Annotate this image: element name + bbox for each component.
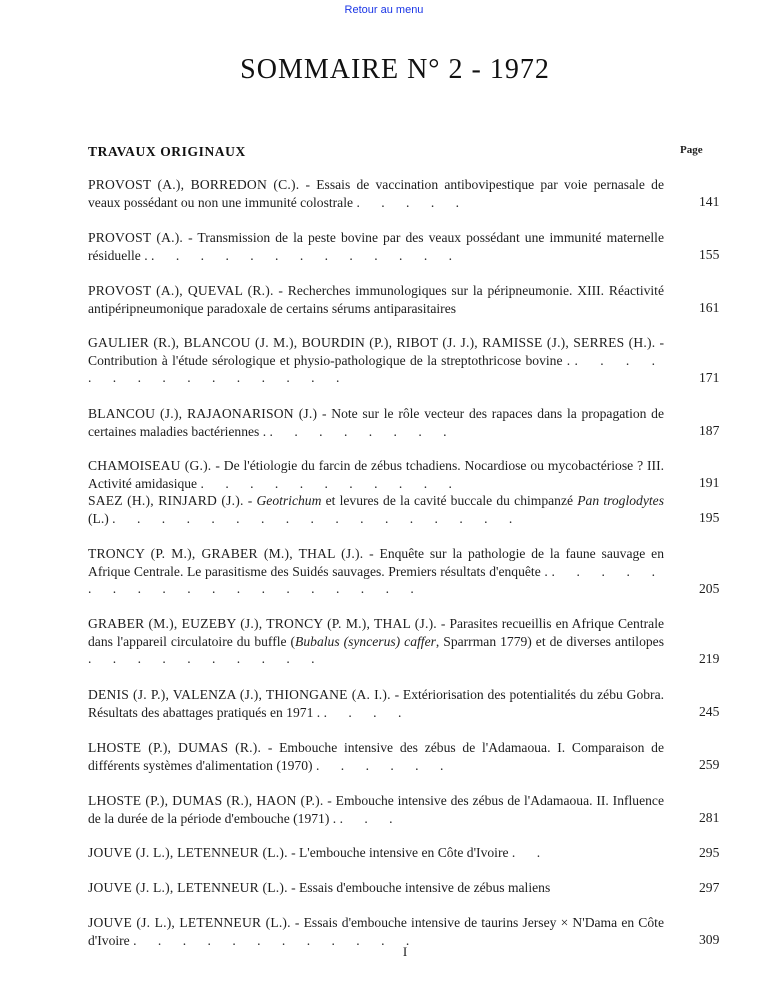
entry-title-italic: Pan troglodytes bbox=[577, 493, 664, 508]
entry-page-number: 155 bbox=[699, 247, 720, 262]
toc-entry bbox=[88, 686, 720, 721]
leader-dots: . . . . . . . . . . bbox=[88, 651, 324, 666]
entry-title-italic: Geotrichum bbox=[256, 493, 322, 508]
leader-dots: . . . . . . . . . . . . . . . . . . . bbox=[88, 563, 664, 596]
leader-dots: . . . . . bbox=[356, 194, 469, 210]
entry-page-number: 245 bbox=[699, 704, 720, 719]
entry-authors: LHOSTE (P.), DUMAS (R.). bbox=[88, 740, 262, 755]
entry-title: - Essais de vaccination antibovipestique par voie pernasale de veaux possédant ou non une immunité colostrale bbox=[88, 177, 664, 210]
entry-title: - L'embouche intensive en Côte d'Ivoire bbox=[291, 845, 509, 860]
entry-authors: JOUVE (J. L.), LETENNEUR (L.). bbox=[88, 880, 288, 895]
entry-page-number: 219 bbox=[699, 651, 720, 666]
entry-title: - Essais d'embouche intensive de zébus maliens bbox=[291, 880, 551, 895]
toc-entry bbox=[88, 792, 720, 827]
entry-authors: GRABER (M.), EUZEBY (J.), TRONCY (P. M.), THAL (J.). bbox=[88, 616, 437, 631]
entry-title: - Enquête sur la pathologie de la faune sauvage en Afrique Centrale. Le parasitisme des Suidés sauvages. Premiers résultats d'enquête . bbox=[88, 546, 664, 579]
page-title: SOMMAIRE N° 2 - 1972 bbox=[240, 54, 550, 85]
entry-title: - Embouche intensive des zébus de l'Adamaoua. II. Influence de la durée de la période d'embouche (1971) . bbox=[88, 793, 665, 826]
entry-page-number: 141 bbox=[699, 194, 720, 209]
entry-page-number: 187 bbox=[699, 423, 720, 438]
entry-title: - Essais d'embouche intensive de taurins Jersey × N'Dama en Côte d'Ivoire bbox=[88, 915, 664, 948]
toc-entry bbox=[88, 615, 720, 668]
leader-dots: . . . . . . bbox=[315, 757, 453, 773]
entry-title-part: (L.) bbox=[88, 510, 109, 526]
entry-authors: JOUVE (J. L.), LETENNEUR (L.). bbox=[88, 915, 291, 930]
entry-authors: PROVOST (A.). bbox=[88, 230, 184, 245]
entry-authors: DENIS (J. P.), VALENZA (J.), THIONGANE (A. I.). bbox=[88, 687, 391, 702]
entry-title-part: , Sparrman 1779) et de diverses antilopes bbox=[435, 633, 664, 649]
toc-entry bbox=[88, 176, 720, 211]
toc-entry bbox=[88, 492, 720, 527]
section-heading: TRAVAUX ORIGINAUX bbox=[88, 144, 246, 159]
entry-authors: CHAMOISEAU (G.). bbox=[88, 458, 212, 473]
toc-entry bbox=[88, 879, 720, 897]
entry-title: - Note sur le rôle vecteur des rapaces dans la propagation de certaines maladies bactériennes . bbox=[88, 406, 665, 439]
leader-dots: . . . . . . . . bbox=[269, 423, 456, 439]
entry-page-number: 161 bbox=[699, 300, 720, 315]
leader-dots: . . . . . . . . . . . . . . . bbox=[88, 352, 664, 385]
entry-authors: SAEZ (H.), RINJARD (J.). bbox=[88, 493, 244, 508]
entry-authors: GAULIER (R.), BLANCOU (J. M.), BOURDIN (P.), RIBOT (J. J.), RAMISSE (J.), SERRES (H.). bbox=[88, 335, 656, 350]
entry-title: - Embouche intensive des zébus de l'Adamaoua. I. Comparaison de différents systèmes d'alimentation (1970) bbox=[88, 740, 664, 773]
entry-title: - Extériorisation des potentialités du zébu Gobra. Résultats des abattages pratiqués en 1971 . bbox=[88, 687, 664, 720]
leader-dots: . . bbox=[511, 845, 550, 860]
leader-dots: . . . . . . . . . . . bbox=[200, 475, 461, 491]
entry-authors: LHOSTE (P.), DUMAS (R.), HAON (P.). bbox=[88, 793, 324, 808]
entry-title-part: - Parasites recueillis en Afrique Centrale dans l'appareil circulatoire du buffle ( bbox=[88, 616, 665, 649]
footer-page-number: I bbox=[402, 944, 408, 959]
toc-entry bbox=[88, 844, 720, 862]
toc-entry bbox=[88, 545, 720, 598]
entry-title: - De l'étiologie du farcin de zébus tchadiens. Nocardiose ou mycobactériose ? III. Activité amidasique bbox=[88, 458, 664, 491]
entry-title: - Contribution à l'étude sérologique et physio-pathologique de la streptothricose bovine . bbox=[88, 335, 664, 368]
entry-page-number: 259 bbox=[699, 757, 720, 772]
entry-title-part: - bbox=[247, 493, 257, 508]
entry-page-number: 281 bbox=[699, 810, 720, 825]
back-to-menu-link[interactable]: Retour au menu bbox=[344, 4, 424, 16]
entry-page-number: 295 bbox=[699, 845, 720, 860]
entry-page-number: 205 bbox=[699, 581, 720, 596]
entry-page-number: 191 bbox=[699, 475, 720, 490]
entry-authors: TRONCY (P. M.), GRABER (M.), THAL (J.). bbox=[88, 546, 364, 561]
page-column-heading: Page bbox=[680, 144, 703, 156]
toc-entry bbox=[88, 739, 720, 774]
toc-entry bbox=[88, 405, 720, 440]
entry-title: - Transmission de la peste bovine par des veaux possédant une immunité maternelle résiduelle . bbox=[88, 230, 664, 263]
toc-entry bbox=[88, 229, 720, 264]
entry-authors: JOUVE (J. L.), LETENNEUR (L.). bbox=[88, 845, 288, 860]
entry-page-number: 195 bbox=[699, 510, 720, 525]
entry-authors: PROVOST (A.), QUEVAL (R.). bbox=[88, 283, 274, 298]
entry-authors: BLANCOU (J.), RAJAONARISON (J.) bbox=[88, 406, 318, 421]
toc-entry bbox=[88, 334, 720, 387]
entry-title: - Recherches immunologiques sur la péripneumonie. XIII. Réactivité antipéripneumonique paradoxale de certains sérums antiparasitaires bbox=[88, 283, 664, 316]
entry-authors: PROVOST (A.), BORREDON (C.). bbox=[88, 177, 300, 192]
entry-page-number: 309 bbox=[699, 932, 720, 947]
leader-dots: . . . . bbox=[323, 704, 411, 720]
entry-title-italic: Bubalus (syncerus) caffer bbox=[295, 633, 436, 649]
leader-dots: . . . . . . . . . . . . . bbox=[151, 247, 462, 263]
leader-dots: . . . . . . . . . . . . . . . . . bbox=[112, 510, 522, 526]
toc-entry bbox=[88, 282, 720, 317]
leader-dots: . . . . . . . . . . . . bbox=[133, 932, 419, 948]
leader-dots: . . . bbox=[339, 810, 402, 826]
toc-entry bbox=[88, 457, 720, 492]
entry-title-part: et levures de la cavité buccale du chimpanzé bbox=[321, 493, 578, 508]
entry-page-number: 297 bbox=[699, 880, 720, 895]
entry-page-number: 171 bbox=[699, 370, 720, 385]
